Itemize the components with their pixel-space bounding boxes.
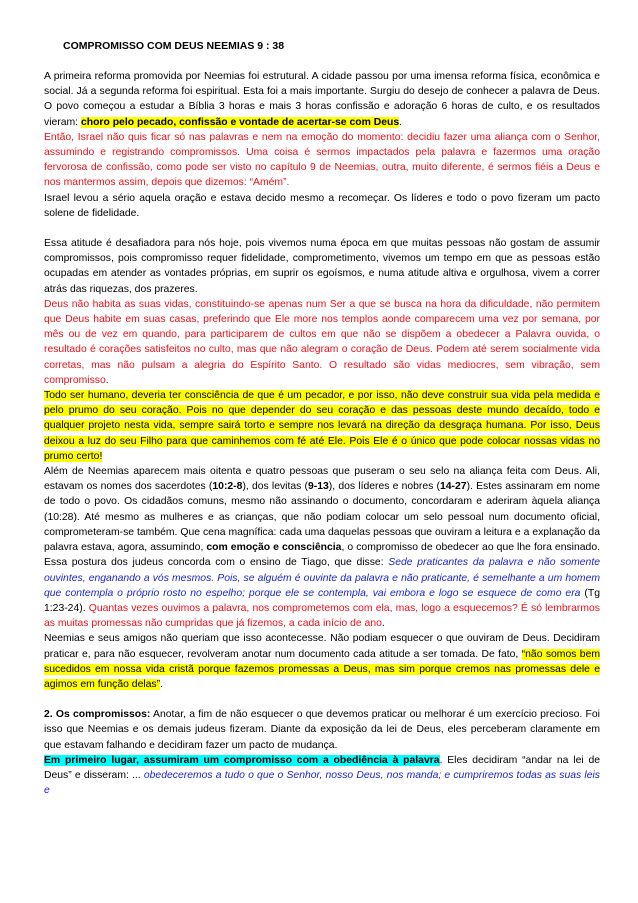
bold-emocao-consciencia: com emoção e consciência: [206, 542, 342, 554]
p5-text: Neemias e seus amigos não queriam que isso acontecesse. Não podiam esquecer o que ouviram de Deus. Decidiram praticar e, para não esquecer, revolveram anotar num documento cada atitude a ser tomada. De fato,: [44, 633, 600, 660]
paragraph-compromissos: [44, 707, 600, 753]
red-text-deus-nao-habita: Deus não habita as suas vidas, constituindo-se apenas num Ser a que se busca na hora da dificuldade, não permitem que Deus habite em suas casas, preferindo que Ele more nos templos aonde comparecem uma vez por semana, por mês ou de vez em quando, para participarem de cultos em que não se dispõem a obedecer a Palavra ouvida, o resultado é corações satisfeitos no culto, mas que não alegram o coração de Deus. Podem até serem socialmente vida corretas, mas não pulsam a alegria do Espírito Santo. O resultado são vidas mediocres, sem vibração, sem compromisso: [44, 298, 600, 386]
highlight-nao-somos: “não somos bem sucedidos em nossa vida cristã porque fazemos promessas a Deus, mas sim porque cremos nas promessas dele e agimos em função delas”: [44, 648, 600, 690]
p4-text-b: ), dos levitas (: [242, 481, 308, 493]
p4-text-c: ), dos líderes e nobres (: [328, 481, 440, 493]
paragraph-intro: [44, 69, 600, 130]
quote-obedeceremos: obedeceremos a tudo o que o Senhor, nosso Deus, nos manda; e cumpriremos todas as suas leis e: [44, 769, 600, 797]
paragraph-atitude-desafiadora: Essa atitude é desafiadora para nós hoje, pois vivemos numa época em que muitas pessoas não gostam de assumir compromissos, pois compromisso requer fidelidade, comprometimento, vivemos um tempo em que as pessoas estão ocupadas em atender as vontades próprias, em suprir os egoísmos, e numa atitude altiva e orgulhosa, vivem a correr atrás das riquezas, dos prazeres.: [44, 238, 600, 295]
p4-text-e: , o compromisso de obedecer ao que lhe fora ensinado. Essa postura dos judeus concorda com o ensino de Tiago, que disse:: [44, 542, 600, 569]
quote-tiago: Sede praticantes da palavra e não somente ouvintes, enganando a vós mesmos. Pois, se alguém é ouvinte da palavra e não praticante, é semelhante a um homem que contempla o próprio rosto no espelho; porque ele se contempla, vai embora e logo se esquece de como era: [44, 557, 600, 599]
paragraph-israel-alianca: Então, Israel não quis ficar só nas palavras e nem na emoção do momento: decidiu fazer uma aliança com o Senhor, assumindo e registrando compromissos. Uma coisa é sermos impactados pela palavra e fazermos uma oração fervorosa de confissão, como pode ser visto no capítulo 9 de Neemias, outra, muito diferente, é sermos fiéis a Deus e nos mantermos assim, depois que dizemos: “Amém”.: [44, 131, 600, 189]
document-body: [44, 69, 600, 798]
highlight-choro-pelo-pecado: choro pelo pecado, confissão e vontade de acertar-se com Deus: [80, 116, 400, 128]
highlight-primeiro-lugar: Em primeiro lugar, assumiram um compromisso com a obediência à palavra: [44, 754, 440, 766]
ref-lideres: 14-27: [440, 481, 467, 493]
highlight-todo-ser-humano: Todo ser humano, deveria ter consciência de que é um pecador, e por isso, não deve construir sua vida pela medida e pelo prumo do seu coração. Pois no que depender do seu coração e das pessoas deste mundo decaído, todo e qualquer projeto nesta vida, sempre sairá torto e sempre nos levará na direção da desgraça humana. Por isso, Deus deixou a luz do seu Filho para que caminhemos com fé até Ele. Pois Ele é o único que pode colocar nossas vidas no prumo certo!: [44, 390, 600, 462]
paragraph-deus-nao-habita: [44, 297, 600, 388]
p4-text-a: Além de Neemias aparecem mais oitenta e quatro pessoas que puseram o seu selo na aliança feita com Deus. Ali, estavam os nomes dos sacerdotes (: [44, 466, 600, 493]
ref-tiago: (Tg 1:23-24).: [44, 587, 600, 614]
p5-period: .: [160, 678, 163, 690]
paragraph-primeiro-lugar: [44, 753, 600, 799]
red-text-period: .: [105, 374, 109, 386]
paragraph-alem-de-neemias: [44, 464, 600, 631]
ref-levitas: 9-13: [308, 481, 329, 493]
intro-period: .: [399, 116, 403, 128]
p4-text-d: ). Estes assinaram em nome de todo o povo. Os cidadãos comuns, mesmo não assinando o documento, concordaram e aderiram àquela aliança (10:28). Até mesmo as mulheres e as crianças, que não podiam colocar um selo pessoal num documento oficial, comprometeram-se também. Que cena magnífica: cada uma daquelas pessoas que ouviram a leitura e a explanação da palavra estava, agora, assumindo,: [44, 481, 600, 554]
paragraph-israel-pacto: Israel levou a sério aquela oração e estava decido mesmo a recomeçar. Os líderes e todo o povo fizeram um pacto solene de fidelidade.: [44, 192, 600, 219]
red-text-quantas-vezes: Quantas vezes ouvimos a palavra, nos comprometemos com ela, mas, logo a esquecemos? É só lembrarmos as muitas promessas não cumpridas que já fizemos, a cada início de ano: [44, 602, 601, 630]
heading-compromissos: 2. Os compromissos:: [44, 709, 151, 721]
p7-text: . Eles decidiram “andar na lei de Deus” e disseram: ...: [44, 754, 600, 781]
page-title: COMPROMISSO COM DEUS NEEMIAS 9 : 38: [63, 40, 285, 52]
p6-text: Anotar, a fim de não esquecer o que devemos praticar ou melhorar é um exercício precioso. Foi isso que Neemias e os demais judeus fizeram. Diante da exposição da lei de Deus, eles perceberam claramente em que estavam falhando e decidiram fazer um pacto de mudança.: [44, 709, 600, 751]
ref-sacerdotes: 10:2-8: [212, 481, 243, 493]
paragraph-neemias-amigos: [44, 631, 600, 692]
paragraph-todo-ser-humano: [44, 388, 600, 464]
intro-text: A primeira reforma promovida por Neemias foi estrutural. A cidade passou por uma imensa reforma física, econômica e social. Já a segunda reforma foi espiritual. Esta foi a mais importante. Surgiu do desejo de conhecer a palavra de Deus. O povo começou a estudar a Bíblia 3 horas e mais 3 horas confissão e adoração 6 horas de culto, e os resultados vieram:: [44, 71, 600, 128]
p4-text-f: .: [381, 618, 385, 630]
